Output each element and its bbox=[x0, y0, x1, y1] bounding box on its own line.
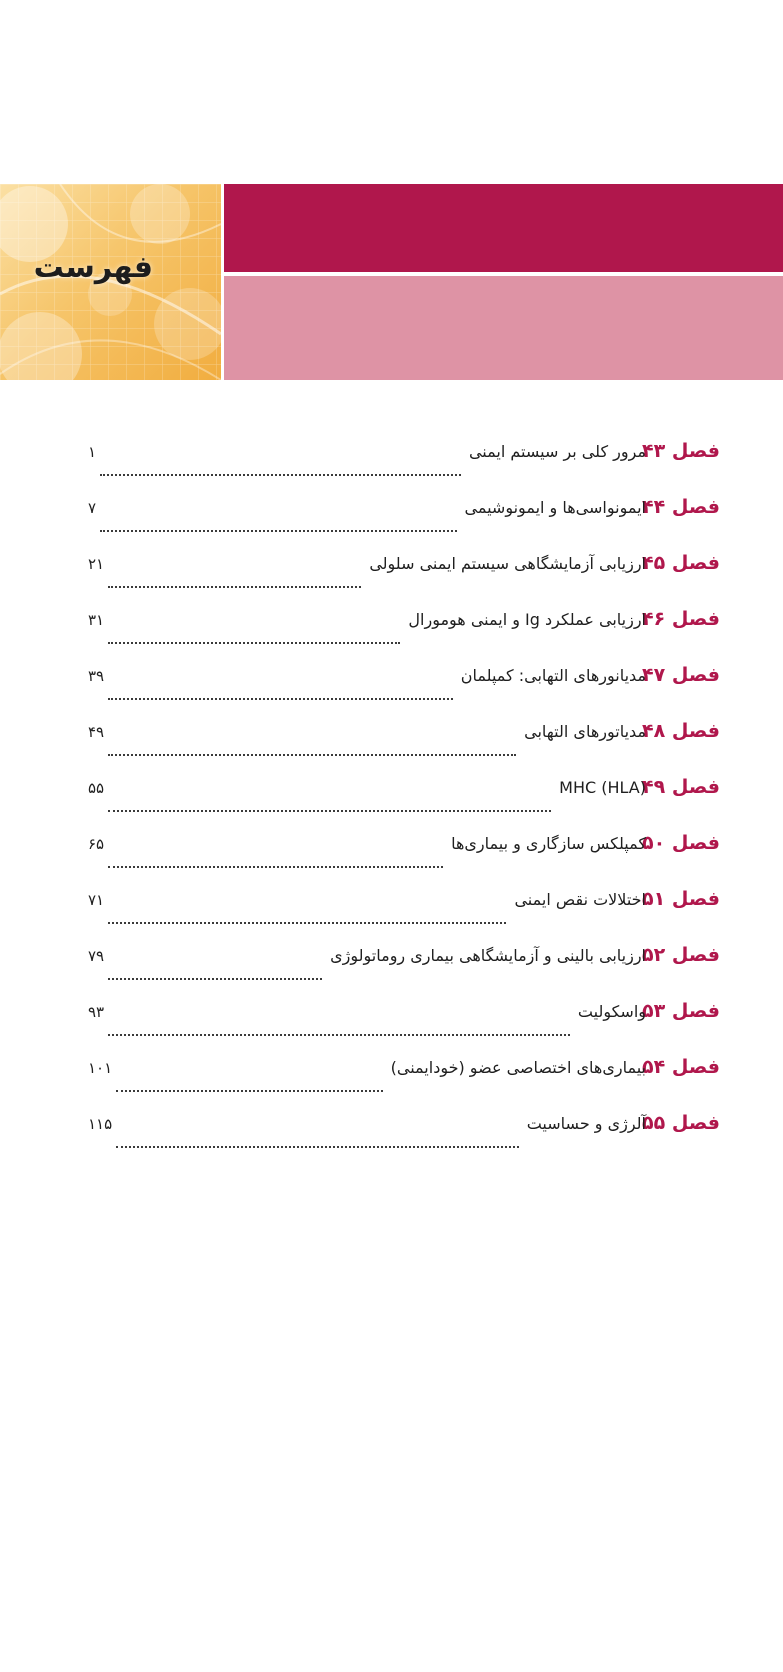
toc-entry[interactable] bbox=[88, 496, 720, 552]
dot-leader bbox=[108, 976, 322, 980]
dot-leader bbox=[100, 472, 461, 476]
toc-entry[interactable] bbox=[88, 552, 720, 608]
page-number: ۳۹ bbox=[88, 667, 105, 685]
dot-leader bbox=[108, 752, 516, 756]
page-number: ۷۹ bbox=[88, 947, 105, 965]
chapter-label: فصل ۴۹ bbox=[642, 776, 720, 798]
chapter-label: فصل ۴۸ bbox=[642, 720, 720, 742]
page-number: ۲۱ bbox=[88, 555, 105, 573]
chapter-title: ارزیابی بالینی و آزمایشگاهی بیماری روماتولوژی bbox=[330, 946, 646, 965]
chapter-label: فصل ۴۷ bbox=[642, 664, 720, 686]
dot-leader bbox=[100, 528, 456, 532]
chapter-label: فصل ۵۵ bbox=[642, 1112, 720, 1134]
toc-entry[interactable] bbox=[88, 608, 720, 664]
toc-entry[interactable] bbox=[88, 944, 720, 1000]
dot-leader bbox=[108, 920, 506, 924]
chapter-label: فصل ۵۰ bbox=[642, 832, 720, 854]
chapter-label: فصل ۵۴ bbox=[642, 1056, 720, 1078]
chapter-label: فصل ۴۶ bbox=[642, 608, 720, 630]
chapter-title: مدیاتورهای التهابی bbox=[524, 722, 646, 741]
header-band-dark bbox=[224, 184, 783, 272]
toc-entry[interactable] bbox=[88, 776, 720, 832]
header-band-light bbox=[224, 276, 783, 380]
header-decorative-image bbox=[0, 184, 221, 380]
dot-leader bbox=[116, 1144, 519, 1148]
dot-leader bbox=[116, 1088, 382, 1092]
toc-entry[interactable] bbox=[88, 1056, 720, 1112]
chapter-title: بیماری‌های اختصاصی عضو (خودایمنی) bbox=[390, 1058, 646, 1077]
page-number: ۱ bbox=[88, 443, 97, 461]
dot-leader bbox=[108, 696, 453, 700]
dot-leader bbox=[108, 808, 551, 812]
dot-leader bbox=[108, 640, 400, 644]
page-title: فهرست bbox=[33, 250, 153, 285]
toc-entry[interactable] bbox=[88, 1000, 720, 1056]
chapter-title: مدیانورهای التهابی: کمپلمان bbox=[460, 666, 646, 685]
chapter-label: فصل ۴۵ bbox=[642, 552, 720, 574]
page-number: ۹۳ bbox=[88, 1003, 105, 1021]
toc-entry[interactable] bbox=[88, 832, 720, 888]
page-number: ۳۱ bbox=[88, 611, 105, 629]
chapter-title: مرور کلی بر سیستم ایمنی bbox=[468, 442, 646, 461]
dot-leader bbox=[108, 584, 361, 588]
page-number: ۷ bbox=[88, 499, 97, 517]
chapter-title: ارزیابی عملکرد Ig و ایمنی هومورال bbox=[408, 610, 646, 629]
toc-entry[interactable] bbox=[88, 888, 720, 944]
chapter-title: ایمونواسی‌ها و ایمونوشیمی bbox=[464, 498, 646, 517]
chapter-label: فصل ۴۴ bbox=[642, 496, 720, 518]
dot-leader bbox=[108, 1032, 570, 1036]
chapter-label: فصل ۴۳ bbox=[642, 440, 720, 462]
chapter-title: اختلالات نقص ایمنی bbox=[514, 890, 646, 909]
chapter-label: فصل ۵۳ bbox=[642, 1000, 720, 1022]
chapter-title: کمپلکس سازگاری و بیماری‌ها bbox=[451, 834, 646, 853]
header bbox=[0, 184, 783, 380]
page-number: ۵۵ bbox=[88, 779, 105, 797]
chapter-title: واسکولیت bbox=[577, 1002, 646, 1021]
chapter-title: ارزیابی آزمایشگاهی سیستم ایمنی سلولی bbox=[369, 554, 646, 573]
toc-entry[interactable] bbox=[88, 1112, 720, 1168]
chapter-title: آلرژی و حساسیت bbox=[526, 1114, 646, 1133]
chapter-label: فصل ۵۱ bbox=[642, 888, 720, 910]
toc-entry[interactable] bbox=[88, 720, 720, 776]
page-number: ۱۱۵ bbox=[88, 1115, 113, 1133]
page-number: ۶۵ bbox=[88, 835, 105, 853]
toc-entry[interactable] bbox=[88, 664, 720, 720]
toc-entry[interactable] bbox=[88, 440, 720, 496]
page-number: ۴۹ bbox=[88, 723, 105, 741]
page-number: ۷۱ bbox=[88, 891, 105, 909]
chapter-title: MHC (HLA) bbox=[559, 778, 646, 797]
dot-leader bbox=[108, 864, 443, 868]
chapter-label: فصل ۵۲ bbox=[642, 944, 720, 966]
table-of-contents bbox=[88, 440, 720, 1168]
page-number: ۱۰۱ bbox=[88, 1059, 113, 1077]
